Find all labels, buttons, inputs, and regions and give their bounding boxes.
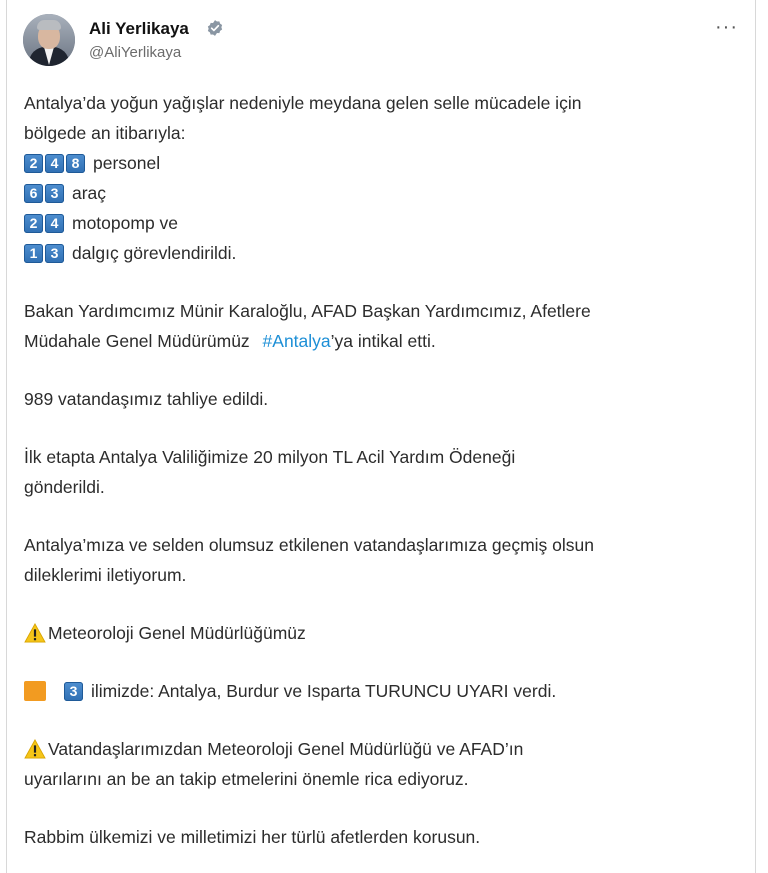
- more-options-icon[interactable]: ···: [715, 16, 738, 38]
- tweet-body: [24, 88, 744, 852]
- intro-line-2: bölgede an itibarıyla:: [24, 122, 186, 143]
- keycap-digit: 2: [24, 214, 43, 233]
- keycap-digit: 2: [24, 154, 43, 173]
- paragraph-wishes-1: Antalya’mıza ve selden olumsuz etkilenen vatandaşlarımıza geçmiş olsun: [24, 534, 595, 555]
- hashtag-link[interactable]: #Antalya: [262, 330, 331, 351]
- keycap-digit: 4: [45, 154, 64, 173]
- keycap-digit: 8: [66, 154, 85, 173]
- keycap-digit: 3: [64, 682, 83, 701]
- verified-badge-icon: [206, 19, 224, 37]
- keycap-digit: 3: [45, 244, 64, 263]
- paragraph-advice-1: Vatandaşlarımızdan Meteoroloji Genel Müdürlüğü ve AFAD’ın: [24, 734, 744, 764]
- paragraph-officials-1: Bakan Yardımcımız Münir Karaloğlu, AFAD Başkan Yardımcımız, Afetlere: [24, 300, 591, 321]
- avatar[interactable]: [23, 14, 75, 66]
- paragraph-prayer: Rabbim ülkemizi ve milletimizi her türlü afetlerden korusun.: [24, 826, 481, 847]
- stat-row-divers: [24, 238, 744, 268]
- stat-label: dalgıç görevlendirildi.: [72, 242, 237, 263]
- paragraph-funding-2: gönderildi.: [24, 476, 105, 497]
- warning-icon: [24, 739, 46, 759]
- stat-row-pumps: [24, 208, 744, 238]
- keycap-digit: 1: [24, 244, 43, 263]
- keycap-digit: 6: [24, 184, 43, 203]
- paragraph-officials-2: Müdahale Genel Müdürümüz #Antalya ’ya intikal etti.: [24, 326, 744, 356]
- stat-row-personnel: [24, 148, 744, 178]
- warning-icon: [24, 623, 46, 643]
- stat-row-vehicles: [24, 178, 744, 208]
- intro-line-1: Antalya’da yoğun yağışlar nedeniyle meydana gelen selle mücadele için: [24, 92, 582, 113]
- keycap-digit: 3: [45, 184, 64, 203]
- tweet-header: [23, 14, 745, 70]
- stat-label: personel: [93, 152, 161, 173]
- author-name[interactable]: Ali Yerlikaya: [89, 19, 189, 38]
- keycap-digit: 4: [45, 214, 64, 233]
- author-handle[interactable]: @AliYerlikaya: [89, 44, 182, 61]
- paragraph-orange-warning: 3 ilimizde: Antalya, Burdur ve Isparta TURUNCU UYARI verdi.: [24, 676, 744, 706]
- paragraph-funding-1: İlk etapta Antalya Valiliğimize 20 milyon TL Acil Yardım Ödeneği: [24, 446, 516, 467]
- paragraph-advice-2: uyarılarını an be an takip etmelerini önemle rica ediyoruz.: [24, 768, 469, 789]
- stat-label: motopomp ve: [72, 212, 179, 233]
- orange-square-icon: [24, 681, 46, 701]
- paragraph-evacuation: 989 vatandaşımız tahliye edildi.: [24, 388, 269, 409]
- paragraph-meteorology: Meteoroloji Genel Müdürlüğümüz: [24, 618, 744, 648]
- paragraph-wishes-2: dileklerimi iletiyorum.: [24, 564, 187, 585]
- stat-label: araç: [72, 182, 107, 203]
